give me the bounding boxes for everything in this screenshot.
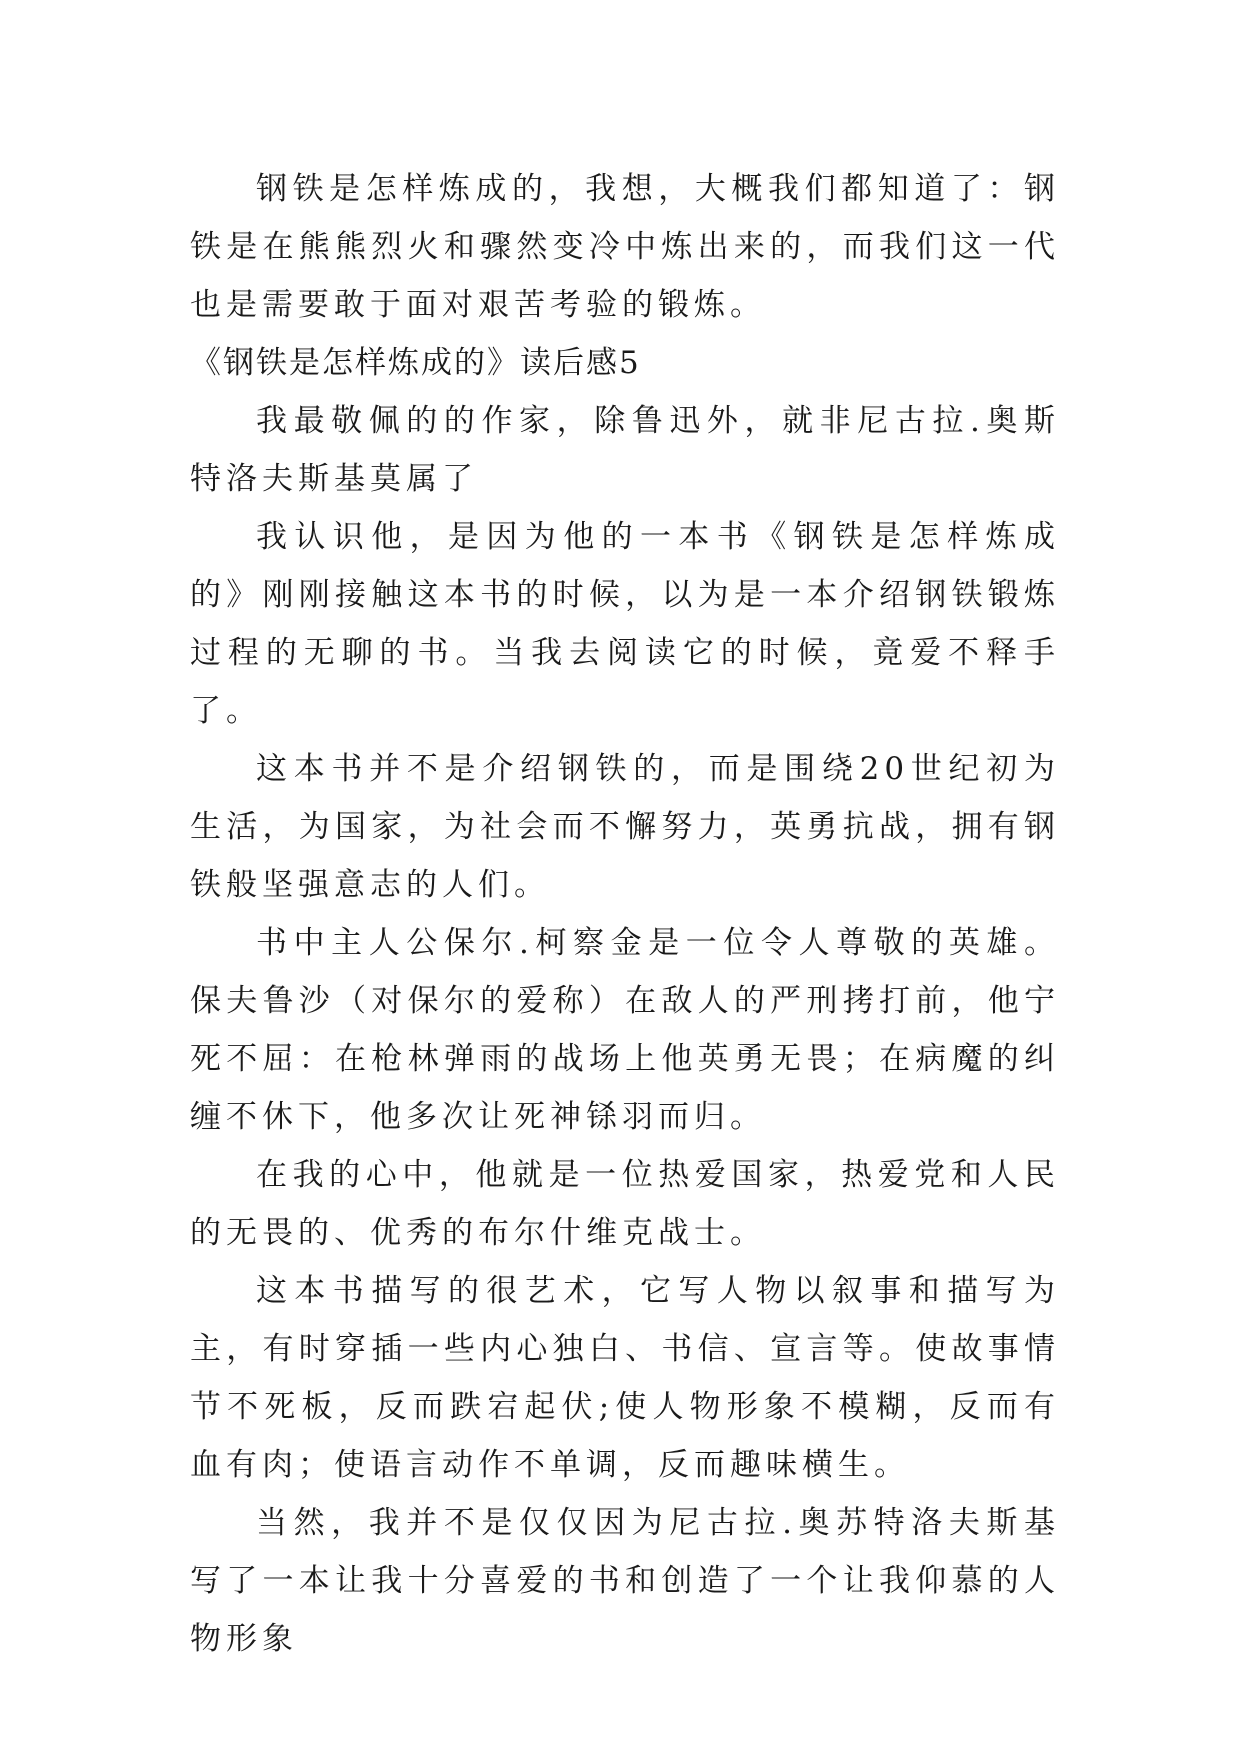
section-heading: 《钢铁是怎样炼成的》读后感5 xyxy=(190,345,641,381)
paragraph: 这本书描写的很艺术，它写人物以叙事和描写为主，有时穿插一些内心独白、书信、宣言等。使故事情节不死板，反而跌宕起伏;使人物形象不模糊，反而有血有肉；使语言动作不单调，反而趣味横生。 xyxy=(190,1273,1060,1483)
paragraph: 我最敬佩的的作家，除鲁迅外，就非尼古拉.奥斯特洛夫斯基莫属了 xyxy=(190,403,1060,497)
paragraph: 在我的心中，他就是一位热爱国家，热爱党和人民的无畏的、优秀的布尔什维克战士。 xyxy=(190,1157,1060,1251)
paragraph: 这本书并不是介绍钢铁的，而是围绕20世纪初为生活，为国家，为社会而不懈努力，英勇抗战，拥有钢铁般坚强意志的人们。 xyxy=(190,751,1060,903)
paragraph: 钢铁是怎样炼成的，我想，大概我们都知道了：钢铁是在熊熊烈火和骤然变冷中炼出来的，而我们这一代也是需要敢于面对艰苦考验的锻炼。 xyxy=(190,171,1060,323)
paragraph: 当然，我并不是仅仅因为尼古拉.奥苏特洛夫斯基写了一本让我十分喜爱的书和创造了一个让我仰慕的人物形象 xyxy=(190,1505,1060,1657)
document-body xyxy=(190,160,1060,1668)
paragraph: 书中主人公保尔.柯察金是一位令人尊敬的英雄。保夫鲁沙（对保尔的爱称）在敌人的严刑拷打前，他宁死不屈：在枪林弹雨的战场上他英勇无畏；在病魔的纠缠不休下，他多次让死神铩羽而归。 xyxy=(190,925,1060,1135)
paragraph: 我认识他，是因为他的一本书《钢铁是怎样炼成的》刚刚接触这本书的时候，以为是一本介绍钢铁锻炼过程的无聊的书。当我去阅读它的时候，竟爱不释手了。 xyxy=(190,519,1060,729)
